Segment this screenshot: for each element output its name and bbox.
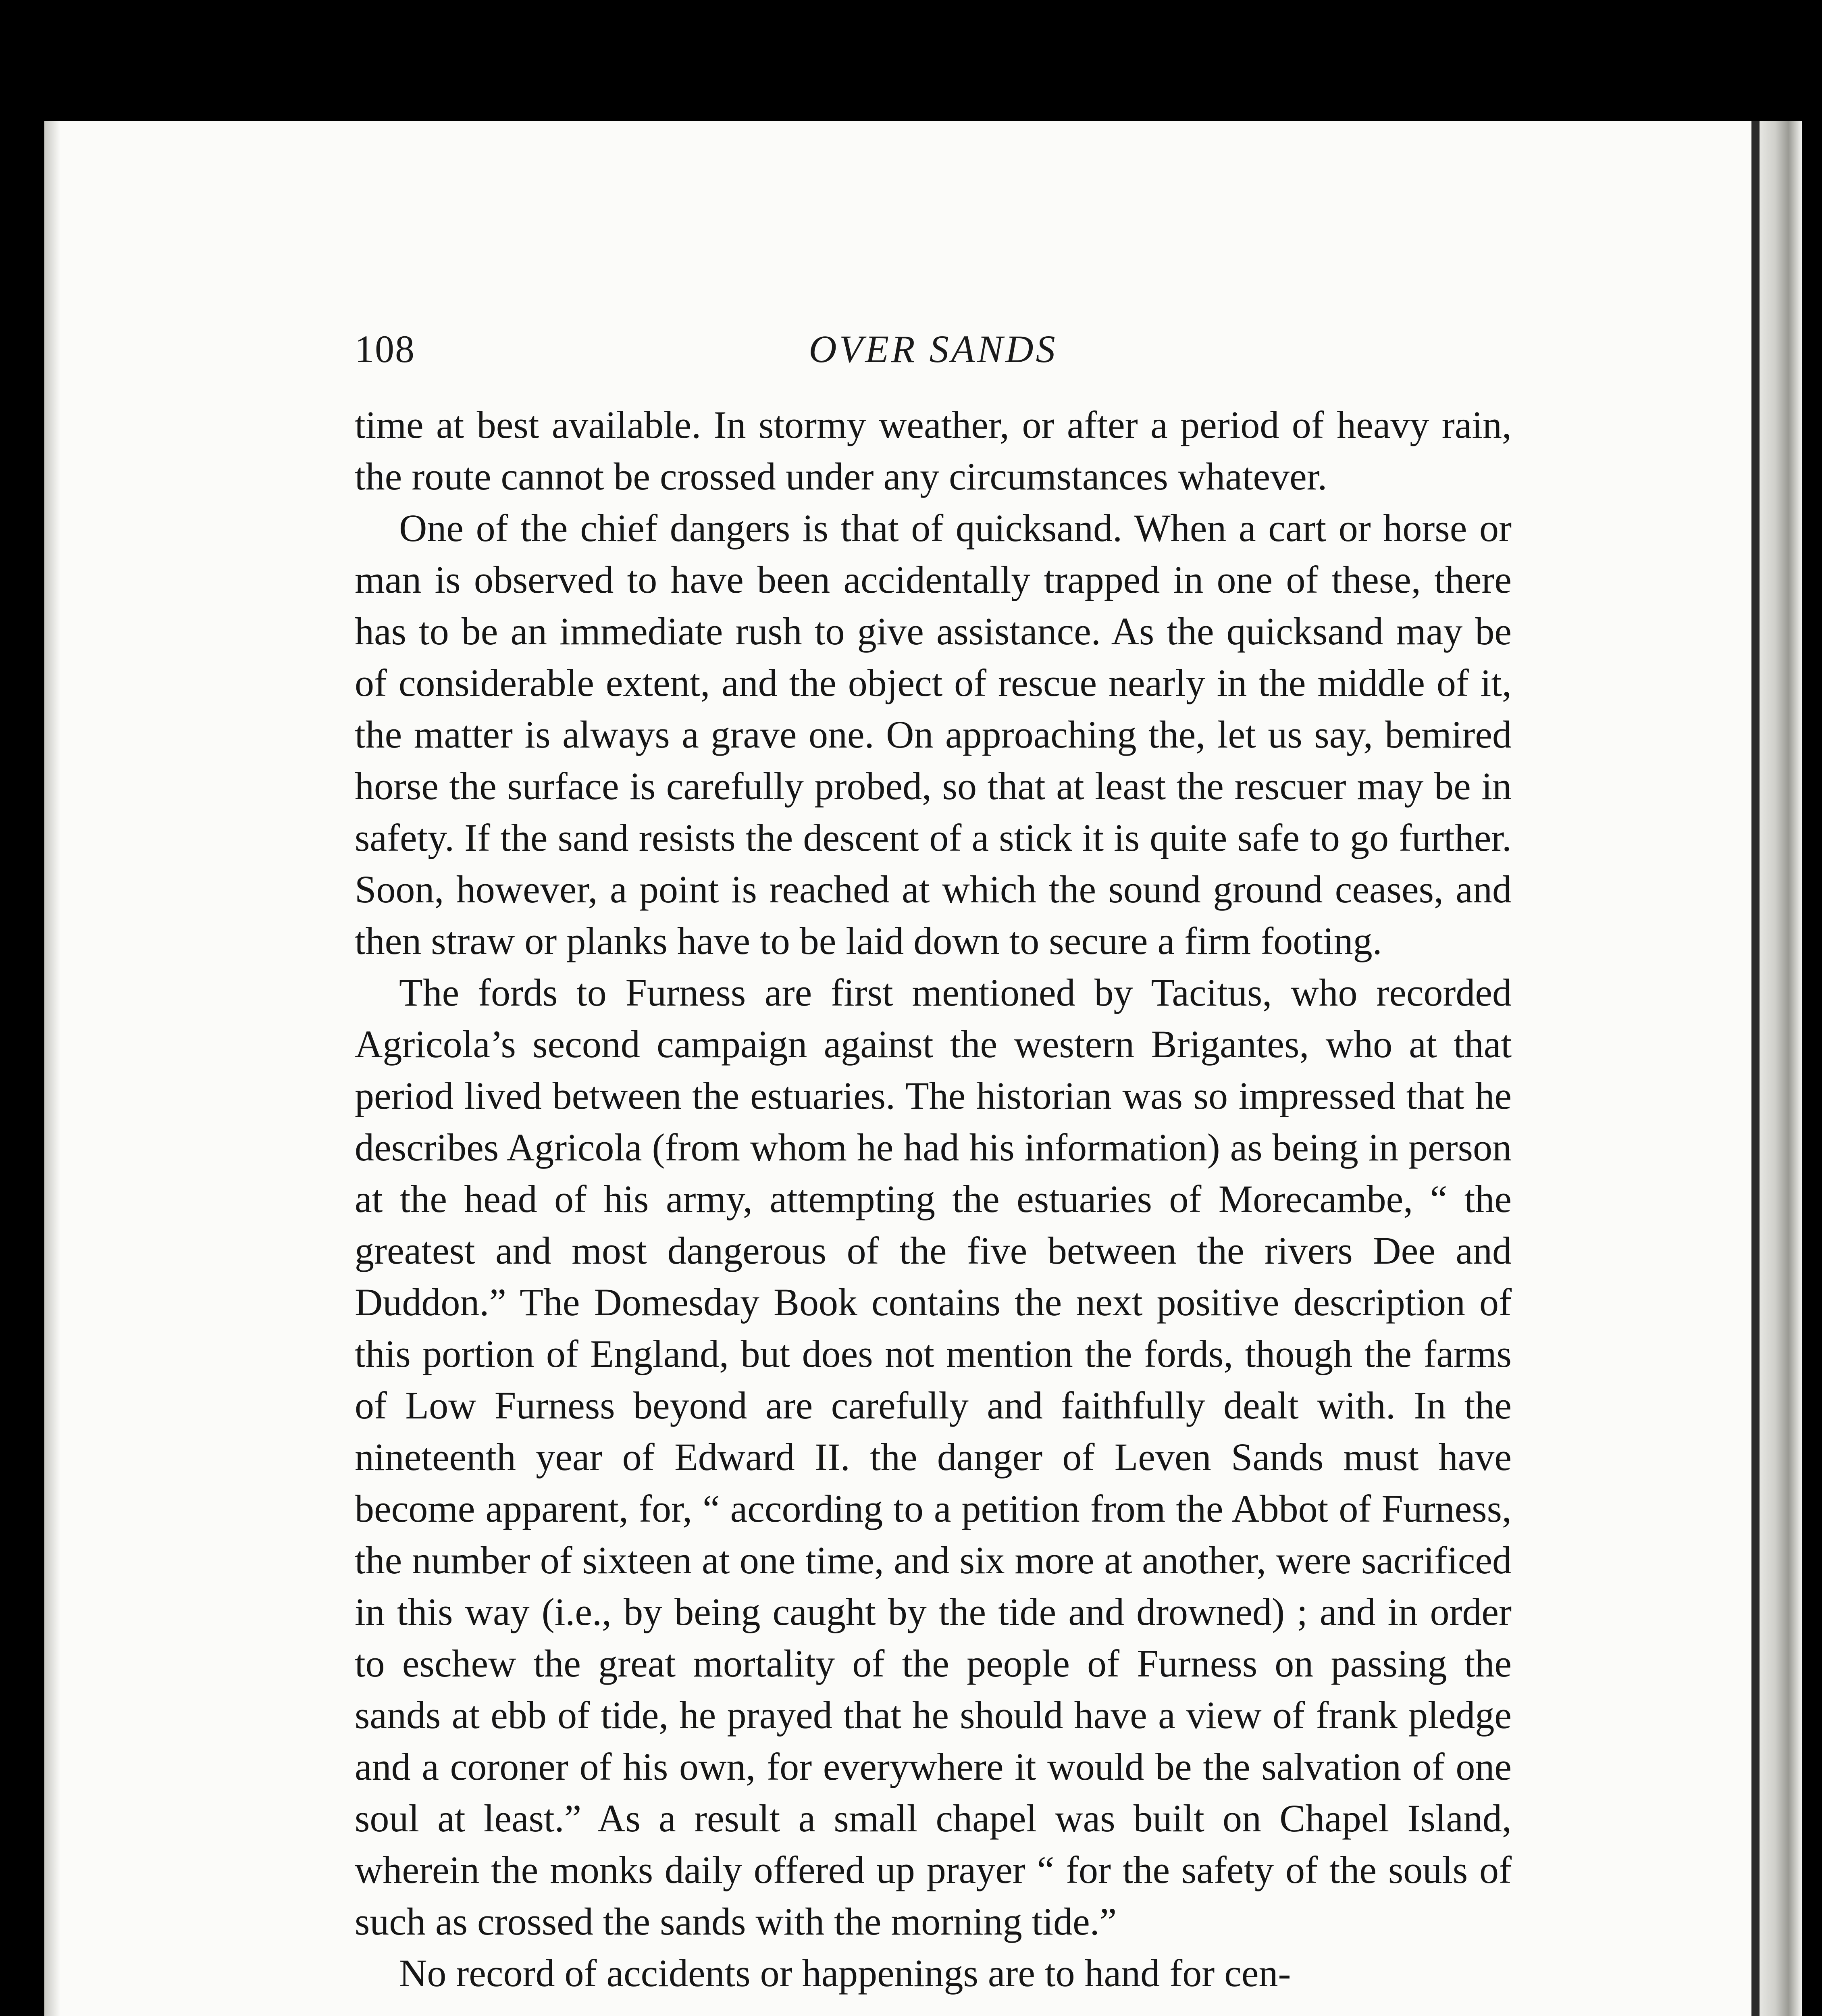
page-gutter	[44, 121, 60, 2016]
running-title: OVER SANDS	[809, 327, 1058, 371]
running-head	[355, 327, 1512, 379]
paragraph: time at best available. In stormy weather, or after a period of heavy rain, the route cannot be crossed under any circumstances whatever.	[355, 403, 1512, 498]
page-number: 108	[355, 327, 415, 371]
paragraph: One of the chief dangers is that of quicksand. When a cart or horse or man is observed to have been accidentally trapped in one of these, there has to be an immediate rush to give assistance. As the quicksand may be of considerable extent, and the object of rescue nearly in the middle of it, the matter is always a grave one. On approaching the, let us say, bemired horse the surface is carefully probed, so that at least the rescuer may be in safety. If the sand resists the descent of a stick it is quite safe to go further. Soon, however, a point is reached at which the sound ground ceases, and then straw or planks have to be laid down to secure a firm footing.	[355, 506, 1512, 962]
page-edge	[1758, 121, 1802, 2016]
book-spine	[1751, 121, 1760, 2016]
paragraph: No record of accidents or happenings are to hand for cen-	[399, 1951, 1291, 1995]
body-text	[355, 399, 1512, 1999]
paragraph: The fords to Furness are first mentioned by Tacitus, who recorded Agricola’s second campaign against the western Brigantes, who at that period lived between the estuaries. The historian was so impressed that he describes Agricola (from whom he had his information) as being in person at the head of his army, attempting the estuaries of Morecambe, “ the greatest and most dangerous of the five between the rivers Dee and Duddon.” The Domesday Book contains the next positive description of this portion of England, but does not mention the fords, though the farms of Low Furness beyond are carefully and faithfully dealt with. In the nineteenth year of Edward II. the danger of Leven Sands must have become apparent, for, “ according to a petition from the Abbot of Furness, the number of sixteen at one time, and six more at another, were sacrificed in this way (i.e., by being caught by the tide and drowned) ; and in order to eschew the great mortality of the people of Furness on passing the sands at ebb of tide, he prayed that he should have a view of frank pledge and a coroner of his own, for everywhere it would be the salvation of one soul at least.” As a result a small chapel was built on Chapel Island, wherein the monks daily offered up prayer “ for the safety of the souls of such as crossed the sands with the morning tide.”	[355, 971, 1512, 1943]
